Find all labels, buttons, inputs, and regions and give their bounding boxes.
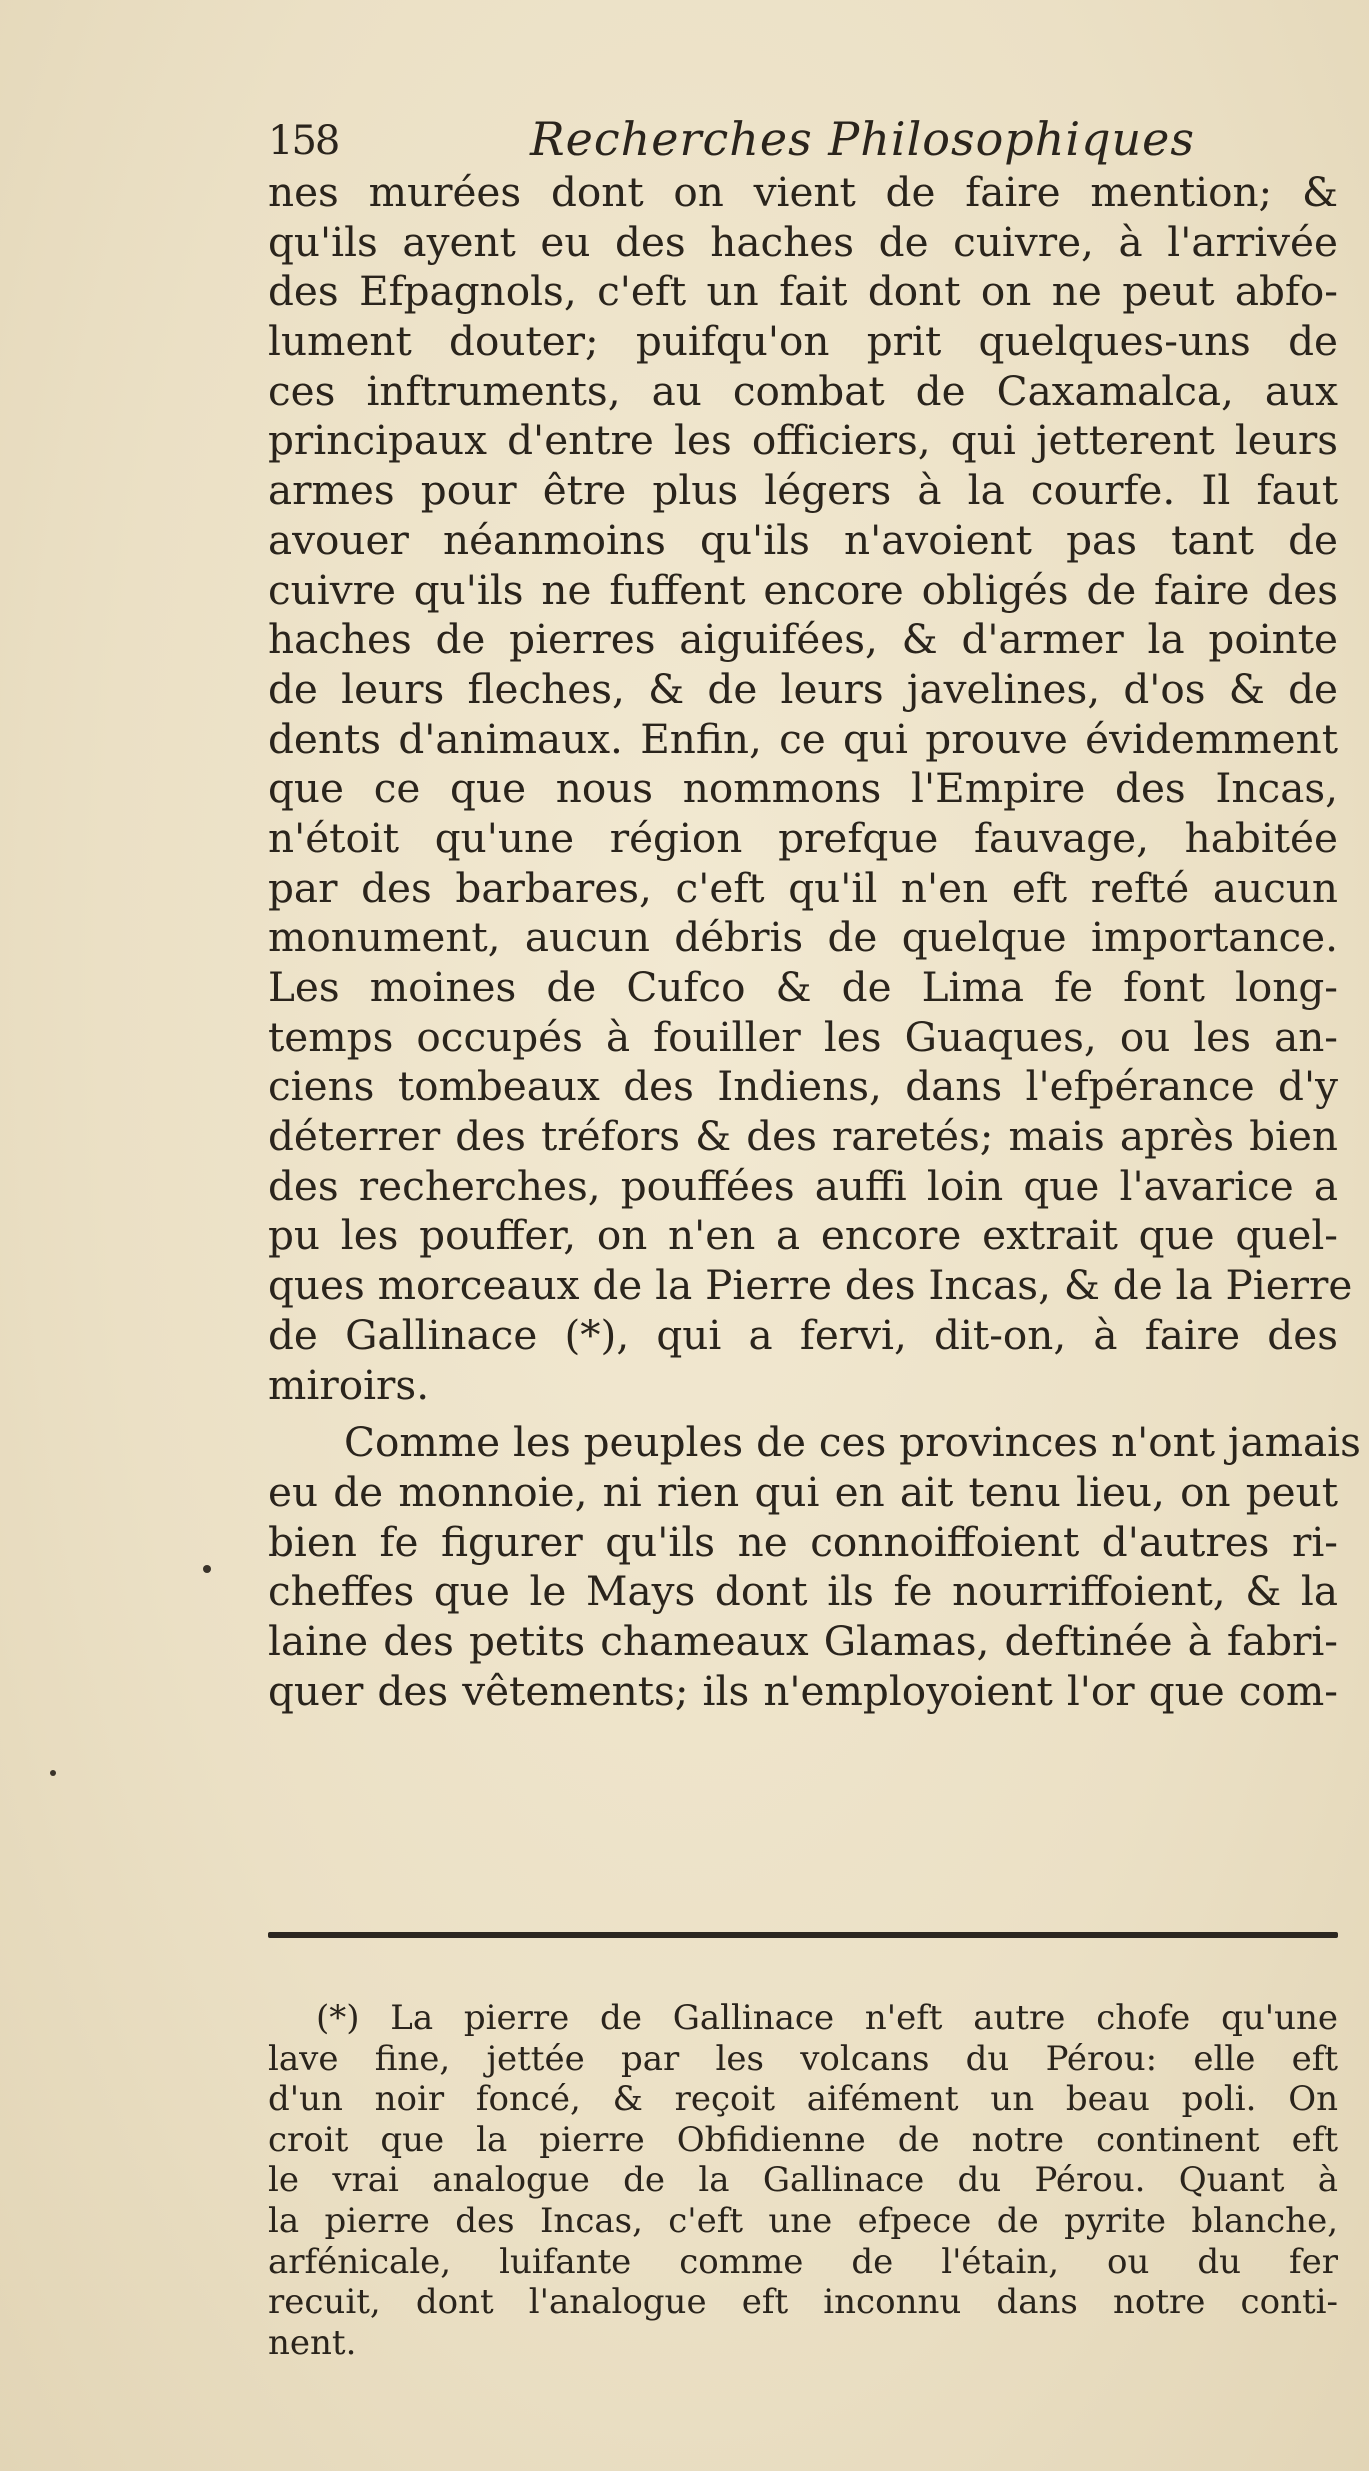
text-line: principaux d'entre les officiers, qui jetterent leurs (268, 416, 1338, 465)
text-line: pu les pouffer, on n'en a encore extrait que quel- (268, 1211, 1338, 1260)
text-line: des recherches, pouffées auffi loin que l'avarice a (268, 1161, 1338, 1210)
text-line: eu de monnoie, ni rien qui en ait tenu lieu, on peut (268, 1467, 1338, 1516)
text-line: Les moines de Cufco & de Lima fe font long- (268, 963, 1338, 1011)
footnote-line: la pierre des Incas, c'eft une efpece de pyrite blanche, (268, 2200, 1338, 2241)
page-number: 158 (268, 118, 339, 164)
footnote-rule (268, 1932, 1338, 1938)
text-line: bien fe figurer qu'ils ne connoiffoient d'autres ri- (268, 1517, 1338, 1566)
paragraph-end-line: miroirs. (268, 1360, 430, 1409)
text-line: de Gallinace (*), qui a fervi, dit-on, à faire des (268, 1310, 1338, 1359)
text-line: temps occupés à fouiller les Guaques, ou les an- (268, 1012, 1338, 1061)
footnote-line: nent. (268, 2322, 357, 2363)
text-line: de leurs fleches, & de leurs javelines, d'os & de (268, 664, 1338, 713)
footnote-line: (*) La pierre de Gallinace n'eft autre chofe qu'une (316, 1998, 1338, 2038)
text-line: quer des vêtements; ils n'employoient l'or que com- (268, 1666, 1338, 1715)
text-line: déterrer des tréfors & des raretés; mais après bien (268, 1112, 1338, 1161)
text-line: armes pour être plus légers à la courfe. Il faut (268, 466, 1338, 515)
footnote-line: d'un noir foncé, & reçoit aifément un beau poli. On (268, 2079, 1338, 2120)
text-line: haches de pierres aiguifées, & d'armer la pointe (268, 615, 1338, 664)
text-line: monument, aucun débris de quelque importance. (268, 913, 1338, 962)
footnote-line: le vrai analogue de la Gallinace du Pérou. Quant à (268, 2160, 1338, 2201)
main-text (268, 168, 1361, 1716)
text-line: ques morceaux de la Pierre des Incas, & de la Pierre (268, 1261, 1353, 1310)
footnote-line: recuit, dont l'analogue eft inconnu dans notre conti- (268, 2282, 1338, 2323)
text-line: laine des petits chameaux Glamas, deftinée à fabri- (268, 1616, 1338, 1665)
text-line: que ce que nous nommons l'Empire des Incas, (268, 764, 1338, 813)
text-line: dents d'animaux. Enfin, ce qui prouve évidemment (268, 714, 1338, 763)
text-line: cheffes que le Mays dont ils fe nourriffoient, & la (268, 1567, 1338, 1616)
footnote-line: arfénicale, luifante comme de l'étain, ou du fer (268, 2241, 1338, 2282)
text-line: lument douter; puifqu'on prit quelques-uns de (268, 317, 1338, 366)
page-header (268, 110, 1338, 170)
text-line: ces inftruments, au combat de Caxamalca, aux (268, 366, 1338, 415)
text-line: des Efpagnols, c'eft un fait dont on ne peut abfo- (268, 267, 1338, 316)
margin-mark (50, 1770, 56, 1776)
footnote-line: croit que la pierre Obfidienne de notre continent eft (268, 2119, 1338, 2160)
footnote-line: lave fine, jettée par les volcans du Pérou: elle eft (268, 2038, 1338, 2079)
text-line: par des barbares, c'eft qu'il n'en eft refté aucun (268, 863, 1338, 912)
text-line: n'étoit qu'une région prefque fauvage, habitée (268, 813, 1338, 862)
text-line: qu'ils ayent eu des haches de cuivre, à l'arrivée (268, 217, 1338, 266)
text-line: nes murées dont on vient de faire mention; & (268, 168, 1338, 216)
running-title: Recherches Philosophiques (530, 112, 1195, 166)
text-line: avouer néanmoins qu'ils n'avoient pas tant de (268, 515, 1338, 564)
text-line: cuivre qu'ils ne fuffent encore obligés de faire des (268, 565, 1338, 614)
margin-mark (203, 1565, 211, 1573)
footnote (268, 1998, 1338, 2363)
paragraph-start-line: Comme les peuples de ces provinces n'ont jamais (344, 1418, 1361, 1467)
text-line: ciens tombeaux des Indiens, dans l'efpérance d'y (268, 1062, 1338, 1111)
